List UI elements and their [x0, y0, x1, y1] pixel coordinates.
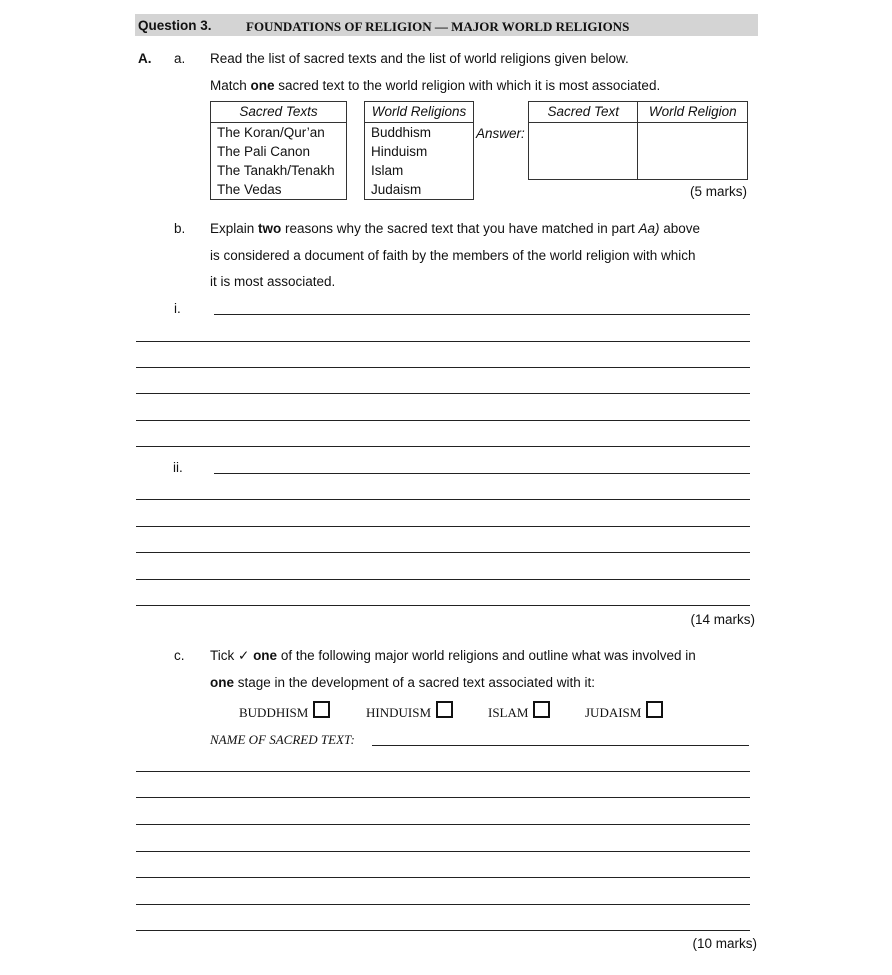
answer-line[interactable]: [136, 904, 750, 905]
world-religions-list: [365, 123, 474, 200]
answer-line[interactable]: [136, 552, 750, 553]
answer-line[interactable]: [136, 824, 750, 825]
answer-line[interactable]: [136, 771, 750, 772]
answer-line[interactable]: [136, 851, 750, 852]
b-ii-label: ii.: [173, 460, 183, 475]
answer-line[interactable]: [136, 797, 750, 798]
answer-line[interactable]: [136, 579, 750, 580]
judaism-checkbox[interactable]: [646, 701, 663, 718]
c-line-2: one stage in the development of a sacred text associated with it:: [210, 675, 595, 690]
answer-col-world-religion: World Religion: [638, 102, 748, 123]
world-religions-table: [364, 101, 474, 200]
instruction-line-2: Match one sacred text to the world religion with which it is most associated.: [210, 78, 661, 93]
answer-line[interactable]: [136, 605, 750, 606]
sub-c-label: c.: [174, 648, 185, 663]
islam-checkbox[interactable]: [533, 701, 550, 718]
sub-a-label: a.: [174, 51, 186, 66]
sacred-texts-header: Sacred Texts: [211, 102, 347, 123]
answer-line[interactable]: [136, 446, 750, 447]
answer-col-sacred-text: Sacred Text: [529, 102, 638, 123]
answer-line[interactable]: [136, 930, 750, 931]
world-religions-header: World Religions: [365, 102, 474, 123]
instruction-line-1: Read the list of sacred texts and the list of world religions given below.: [210, 51, 629, 66]
sub-b-label: b.: [174, 221, 186, 236]
sacred-text-item: The Vedas: [217, 182, 282, 197]
answer-line[interactable]: [136, 526, 750, 527]
world-religion-item: Buddhism: [371, 125, 432, 140]
buddhism-checkbox[interactable]: [313, 701, 330, 718]
part-b-marks: (14 marks): [690, 612, 755, 627]
hinduism-checkbox[interactable]: [436, 701, 453, 718]
answer-line[interactable]: [136, 420, 750, 421]
answer-line[interactable]: [136, 499, 750, 500]
religion-option-judaism[interactable]: JUDAISM: [585, 701, 663, 721]
answer-world-religion-cell[interactable]: [638, 123, 748, 180]
answer-line[interactable]: [136, 367, 750, 368]
part-a-label: A.: [138, 51, 152, 66]
religion-option-islam[interactable]: ISLAM: [488, 701, 550, 721]
answer-table: [528, 101, 748, 180]
sacred-text-item: The Koran/Qur’an: [217, 125, 325, 140]
sacred-texts-table: [210, 101, 347, 200]
answer-label: Answer:: [476, 126, 525, 141]
question-number: Question 3.: [138, 18, 212, 33]
world-religion-item: Islam: [371, 163, 404, 178]
part-a-marks: (5 marks): [690, 184, 747, 199]
answer-line[interactable]: [136, 877, 750, 878]
sacred-text-name-label: NAME OF SACRED TEXT:: [210, 732, 355, 747]
sacred-text-name-field[interactable]: [372, 745, 749, 746]
world-religion-item: Hinduism: [371, 144, 428, 159]
answer-line[interactable]: [214, 314, 750, 315]
answer-line[interactable]: [214, 473, 750, 474]
c-line-1: Tick ✓ one of the following major world religions and outline what was involved in: [210, 648, 696, 663]
answer-sacred-text-cell[interactable]: [529, 123, 638, 180]
religion-option-buddhism[interactable]: BUDDHISM: [239, 701, 330, 721]
part-c-marks: (10 marks): [692, 936, 757, 951]
sacred-text-item: The Tanakh/Tenakh: [217, 163, 335, 178]
question-title: FOUNDATIONS OF RELIGION — MAJOR WORLD RELIGIONS: [246, 19, 630, 34]
religion-option-hinduism[interactable]: HINDUISM: [366, 701, 453, 721]
b-line-2: is considered a document of faith by the members of the world religion with which: [210, 248, 696, 263]
b-line-3: it is most associated.: [210, 274, 336, 289]
sacred-texts-list: [211, 123, 347, 200]
sacred-text-item: The Pali Canon: [217, 144, 311, 159]
answer-line[interactable]: [136, 341, 750, 342]
b-i-label: i.: [174, 301, 181, 316]
world-religion-item: Judaism: [371, 182, 422, 197]
answer-line[interactable]: [136, 393, 750, 394]
b-line-1: Explain two reasons why the sacred text that you have matched in part Aa) above: [210, 221, 701, 236]
